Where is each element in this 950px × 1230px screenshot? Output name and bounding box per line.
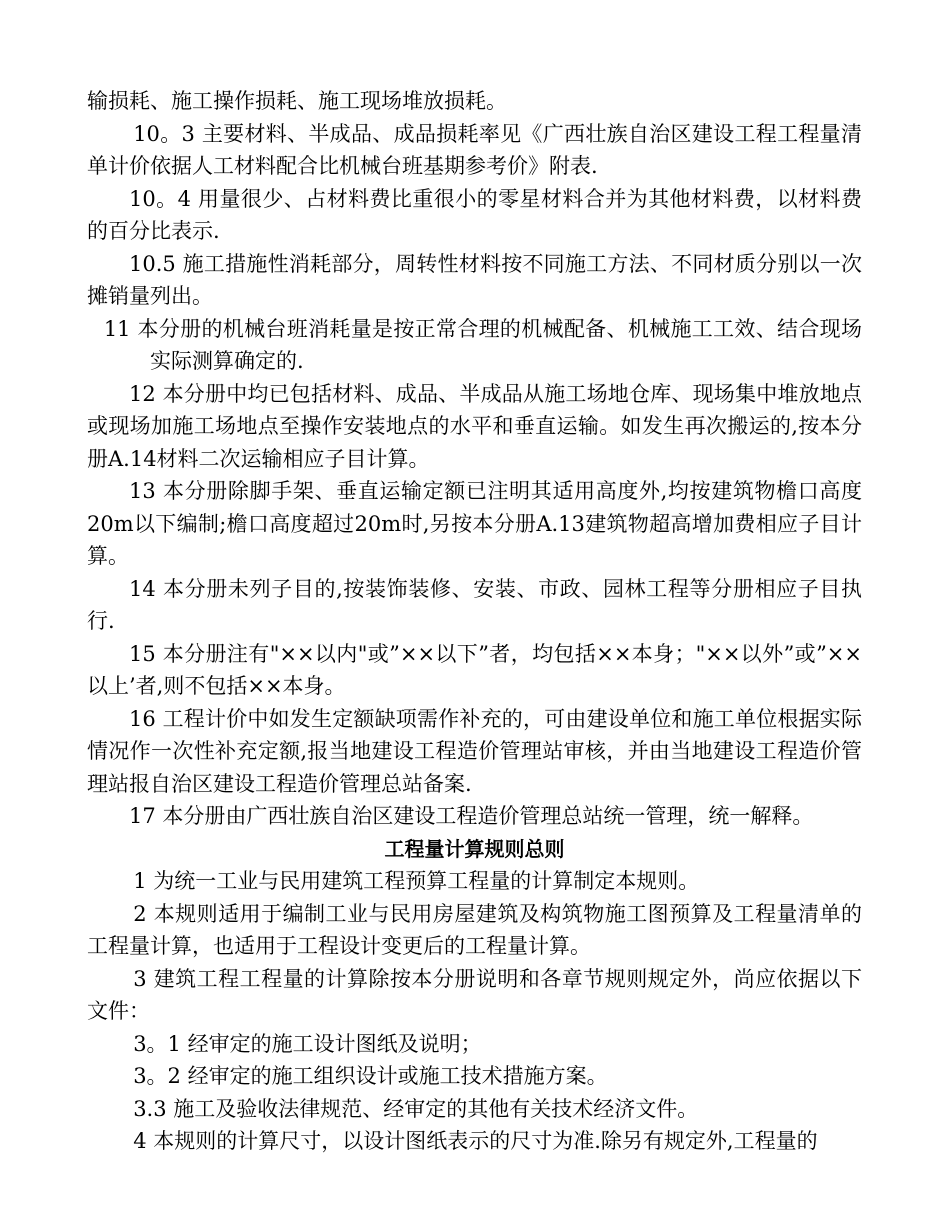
- paragraph-16: 16 工程计价中如发生定额缺项需作补充的，可由建设单位和施工单位根据实际情况作一次性补充定额,报当地建设工程造价管理站审核，并由当地建设工程造价管理站报自治区建设工程造价管理总站备案.: [87, 706, 862, 796]
- rule-3-3: 3.3 施工及验收法律规范、经审定的其他有关技术经济文件。: [133, 1096, 699, 1121]
- document-page: [87, 85, 862, 1158]
- paragraph-continuation: 输损耗、施工操作损耗、施工现场堆放损耗。: [87, 89, 507, 113]
- rule-3-1: 3。1 经审定的施工设计图纸及说明；: [133, 1031, 482, 1056]
- paragraph-17: 17 本分册由广西壮族自治区建设工程造价管理总站统一管理，统一解释。: [129, 804, 814, 828]
- rule-3-2: 3。2 经审定的施工组织设计或施工技术措施方案。: [133, 1064, 608, 1088]
- section-title: 工程量计算规则总则: [384, 836, 565, 861]
- rule-1: 1 为统一工业与民用建筑工程预算工程量的计算制定本规则。: [133, 869, 700, 893]
- rule-2: 2 本规则适用于编制工业与民用房屋建筑及构筑物施工图预算及工程量清单的工程量计算，也适用于工程设计变更后的工程量计算。: [87, 901, 862, 958]
- rule-4: 4 本规则的计算尺寸，以设计图纸表示的尺寸为准.除另有规定外,工程量的: [133, 1129, 818, 1153]
- paragraph-10-3: 10。3 主要材料、半成品、成品损耗率见《广西壮族自治区建设工程工程量清单计价依据人工材料配合比机械台班基期参考价》附表.: [87, 121, 862, 178]
- paragraph-10-5: 10.5 施工措施性消耗部分，周转性材料按不同施工方法、不同材质分别以一次摊销量列出。: [87, 251, 862, 308]
- paragraph-13: 13 本分册除脚手架、垂直运输定额已注明其适用高度外,均按建筑物檐口高度20m以下编制;檐口高度超过20m时,另按本分册A.13建筑物超高增加费相应子目计算。: [87, 479, 862, 568]
- paragraph-10-4: 10。4 用量很少、占材料费比重很小的零星材料合并为其他材料费，以材料费的百分比表示.: [87, 186, 862, 243]
- paragraph-12: 12 本分册中均已包括材料、成品、半成品从施工场地仓库、现场集中堆放地点或现场加施工场地点至操作安装地点的水平和垂直运输。如发生再次搬运的,按本分册A.14材料二次运输相应子目计算。: [87, 381, 862, 471]
- rule-3: 3 建筑工程工程量的计算除按本分册说明和各章节规则规定外，尚应依据以下文件：: [87, 966, 862, 1023]
- paragraph-14: 14 本分册未列子目的,按装饰装修、安装、市政、园林工程等分册相应子目执行.: [87, 576, 862, 633]
- paragraph-11: 11 本分册的机械台班消耗量是按正常合理的机械配备、机械施工工效、结合现场实际测算确定的.: [103, 316, 862, 373]
- paragraph-15: 15 本分册注有"××以内"或”××以下”者，均包括××本身；"××以外”或”××以上’者,则不包括××本身。: [87, 641, 862, 698]
